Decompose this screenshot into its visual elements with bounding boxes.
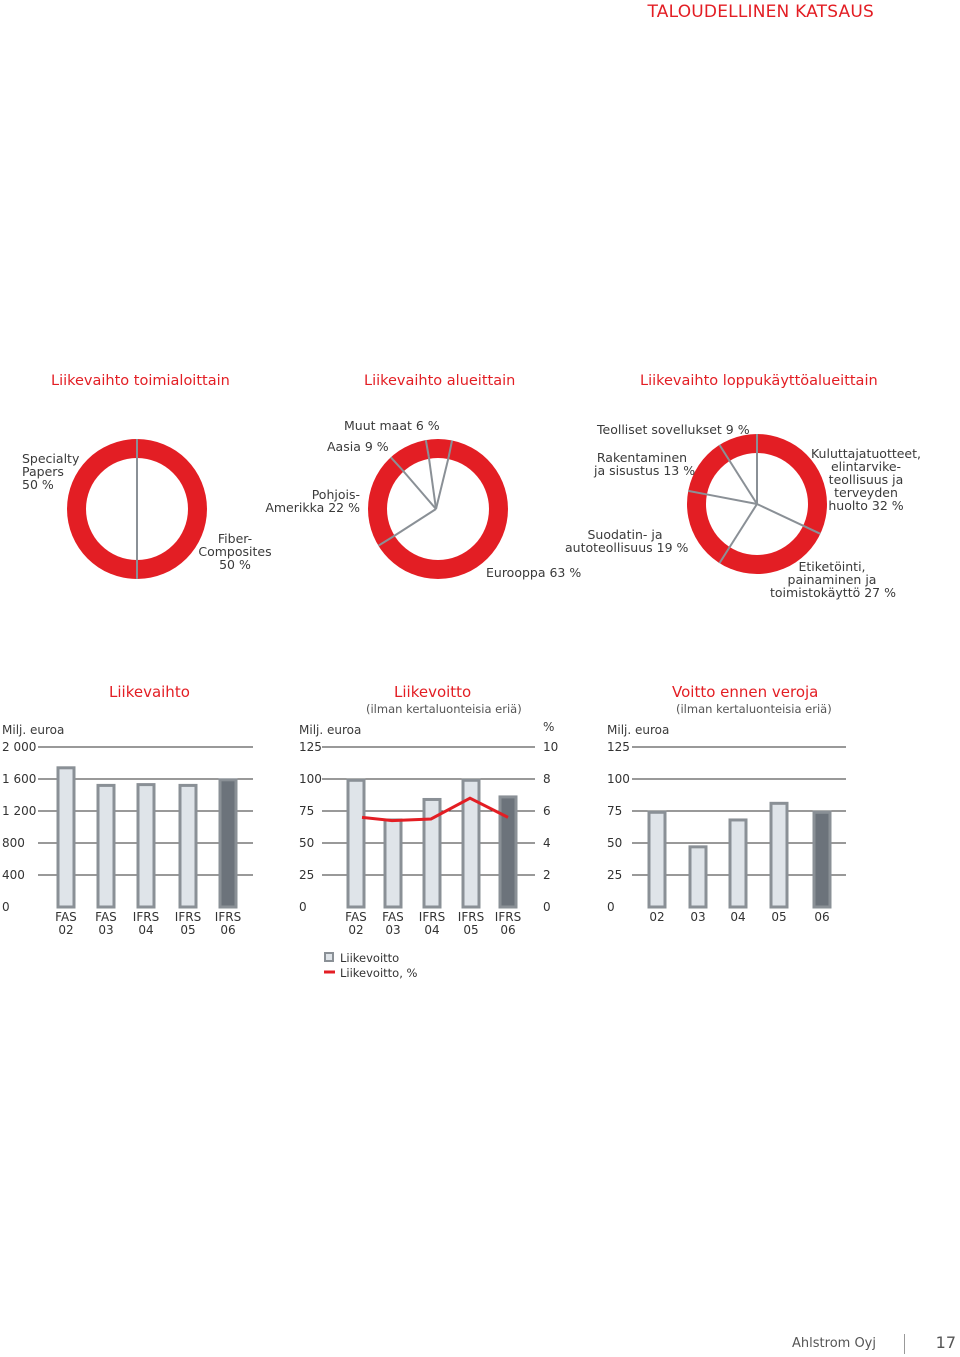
- bar: [220, 780, 236, 907]
- unit-label-voitto: Milj. euroa: [607, 723, 670, 737]
- bar: [58, 768, 74, 907]
- x-tick-label: 04: [730, 910, 746, 924]
- bar: [138, 785, 154, 907]
- y2-tick-label: 6: [543, 804, 551, 818]
- x-tick-label: 06: [814, 910, 830, 924]
- label-eurooppa: Eurooppa 63 %: [486, 565, 582, 580]
- x-tick-label: 02: [649, 910, 665, 924]
- pie-title-segments: Liikevaihto toimialoittain: [51, 373, 230, 389]
- chart-title-voitto-ennen-veroja: Voitto ennen veroja: [672, 683, 819, 701]
- y-tick-label: 400: [2, 868, 25, 882]
- chart-subtitle-liikevoitto: (ilman kertaluonteisia eriä): [366, 702, 522, 716]
- y-tick-label: 800: [2, 836, 25, 850]
- y2-tick-label: 8: [543, 772, 551, 786]
- bar: [814, 812, 830, 907]
- x-tick-label: 02: [348, 923, 364, 937]
- legend-swatch-bar: [325, 953, 333, 961]
- y-tick-label: 75: [607, 804, 623, 818]
- y2-tick-label: 2: [543, 868, 551, 882]
- x-tick-label: 04: [424, 923, 440, 937]
- y-tick-label: 75: [299, 804, 315, 818]
- legend-label-bar: Liikevoitto: [340, 951, 400, 965]
- footer-divider: [904, 1334, 905, 1354]
- y-tick-label: 100: [607, 772, 630, 786]
- y2-tick-label: 0: [543, 900, 551, 914]
- x-tick-label: 03: [385, 923, 401, 937]
- x-tick-label: 05: [180, 923, 196, 937]
- y-tick-label: 50: [607, 836, 623, 850]
- unit-label-liikevoitto: Milj. euroa: [299, 723, 362, 737]
- chart-title-liikevoitto: Liikevoitto: [394, 683, 472, 701]
- y-tick-label: 25: [299, 868, 315, 882]
- bar: [98, 785, 114, 907]
- bar: [180, 785, 196, 907]
- bar-charts: [0, 730, 960, 990]
- unit-label-percent: %: [543, 720, 555, 734]
- x-tick-label: 05: [463, 923, 479, 937]
- x-tick-label: 02: [58, 923, 74, 937]
- bar-chart-liikevoitto: [299, 740, 558, 980]
- y-tick-label: 0: [607, 900, 615, 914]
- bar: [771, 803, 787, 907]
- x-tick-label: 05: [771, 910, 787, 924]
- label-muut-maat: Muut maat 6 %: [344, 418, 440, 433]
- y2-tick-label: 4: [543, 836, 551, 850]
- y-tick-label: 2 000: [2, 740, 37, 754]
- x-tick-label: 04: [138, 923, 154, 937]
- label-etiketointi: Etiketöinti, painaminen ja toimistokäyttö 27 %: [770, 559, 896, 600]
- label-fiber-composites: Fiber- Composites 50 %: [198, 531, 272, 572]
- page-header: TALOUDELLINEN KATSAUS: [647, 2, 874, 22]
- bar: [385, 820, 401, 907]
- x-tick-label: FAS: [345, 910, 367, 924]
- y-tick-label: 125: [299, 740, 322, 754]
- x-tick-label: IFRS: [174, 910, 202, 924]
- label-teolliset: Teolliset sovellukset 9 %: [597, 422, 750, 437]
- page-number: 17: [935, 1333, 956, 1352]
- bar: [730, 820, 746, 907]
- x-tick-label: FAS: [382, 910, 404, 924]
- bar-chart-voitto-ennen-veroja: [607, 740, 846, 924]
- y2-tick-label: 10: [543, 740, 559, 754]
- x-tick-label: IFRS: [457, 910, 485, 924]
- x-tick-label: FAS: [95, 910, 117, 924]
- bar: [649, 812, 665, 907]
- unit-label-liikevaihto: Milj. euroa: [2, 723, 65, 737]
- chart-subtitle-voitto: (ilman kertaluonteisia eriä): [676, 702, 832, 716]
- y-tick-label: 100: [299, 772, 322, 786]
- donut-charts: [0, 0, 960, 620]
- chart-title-liikevaihto: Liikevaihto: [109, 683, 190, 701]
- x-tick-label: 06: [220, 923, 236, 937]
- x-tick-label: IFRS: [418, 910, 446, 924]
- pie-title-regions: Liikevaihto alueittain: [364, 373, 516, 389]
- label-aasia: Aasia 9 %: [327, 439, 389, 454]
- x-tick-label: 03: [690, 910, 706, 924]
- pie-title-end-use: Liikevaihto loppukäyttöalueittain: [640, 373, 878, 389]
- x-tick-label: FAS: [55, 910, 77, 924]
- donut-end-use: [687, 434, 827, 574]
- label-rakentaminen: Rakentaminen ja sisustus 13 %: [594, 450, 696, 478]
- bar: [348, 780, 364, 907]
- x-tick-label: 03: [98, 923, 114, 937]
- x-tick-label: IFRS: [494, 910, 522, 924]
- y-tick-label: 0: [2, 900, 10, 914]
- label-suodatin: Suodatin- ja autoteollisuus 19 %: [565, 527, 689, 555]
- y-tick-label: 50: [299, 836, 315, 850]
- y-tick-label: 1 200: [2, 804, 37, 818]
- y-tick-label: 125: [607, 740, 630, 754]
- footer-company: Ahlstrom Oyj: [792, 1336, 876, 1351]
- legend-label-line: Liikevoitto, %: [340, 966, 418, 980]
- x-tick-label: IFRS: [132, 910, 160, 924]
- y-tick-label: 0: [299, 900, 307, 914]
- bar: [690, 847, 706, 907]
- label-kuluttajatuotteet: Kuluttajatuotteet, elintarvike- teollisuus ja terveyden huolto 32 %: [810, 446, 922, 513]
- bar-chart-liikevaihto: [2, 740, 253, 937]
- donut-hole: [387, 458, 489, 560]
- x-tick-label: 06: [500, 923, 516, 937]
- y-tick-label: 25: [607, 868, 623, 882]
- y-tick-label: 1 600: [2, 772, 37, 786]
- label-specialty-papers: Specialty Papers 50 %: [22, 451, 80, 492]
- x-tick-label: IFRS: [214, 910, 242, 924]
- label-pohjois-amerikka: Pohjois- Amerikka 22 %: [265, 487, 360, 515]
- donut-regions: [368, 439, 508, 579]
- donut-segments: [67, 439, 207, 579]
